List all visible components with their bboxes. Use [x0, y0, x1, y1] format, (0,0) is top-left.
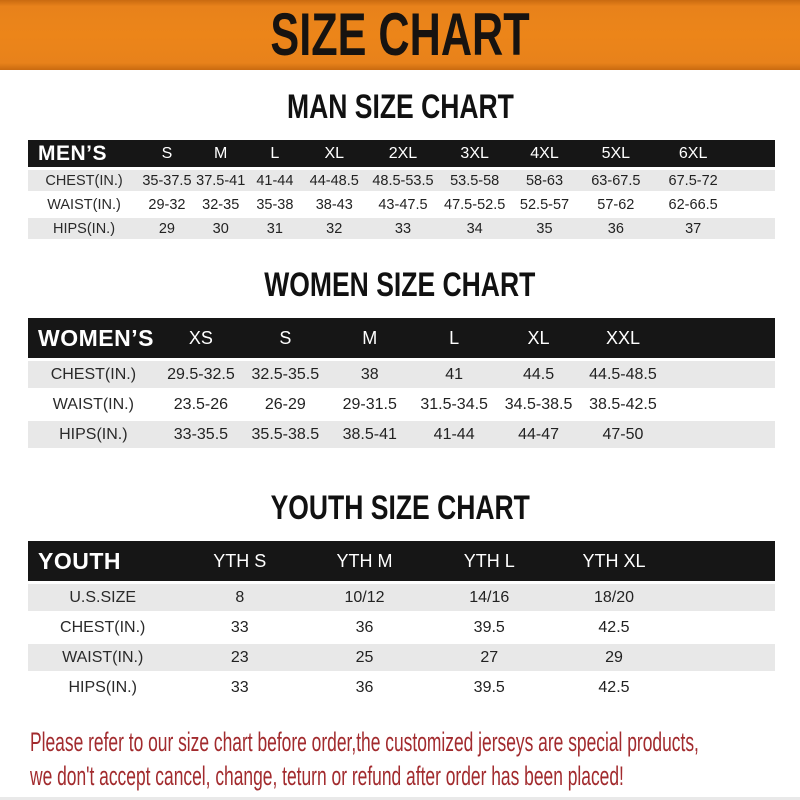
row-label: WAIST(IN.): [28, 194, 140, 218]
section-men: [0, 90, 800, 242]
table-cell: 35.5-38.5: [243, 421, 327, 451]
youth-col-header: YTH XL: [552, 541, 677, 584]
table-cell: 34: [440, 218, 510, 242]
table-cell: 41-44: [412, 421, 496, 451]
table-cell: 32-35: [194, 194, 248, 218]
table-cell: 14/16: [427, 584, 552, 614]
filler-cell: [734, 218, 775, 242]
men-col-header: 3XL: [440, 140, 510, 170]
youth-size-table: [28, 541, 775, 704]
table-cell: 43-47.5: [366, 194, 439, 218]
men-header-row: [28, 140, 775, 170]
table-cell: 35: [510, 218, 579, 242]
women-waist-row: [28, 391, 775, 421]
filler-cell: [665, 361, 775, 391]
row-label: CHEST(IN.): [28, 361, 159, 391]
table-cell: 38.5-41: [328, 421, 412, 451]
filler-header-cell: [665, 318, 775, 361]
table-cell: 33: [177, 674, 302, 704]
men-section-title: [0, 90, 800, 124]
table-cell: 29: [552, 644, 677, 674]
table-cell: 10/12: [302, 584, 427, 614]
table-cell: 29-32: [140, 194, 194, 218]
table-cell: 31.5-34.5: [412, 391, 496, 421]
footnote: [30, 728, 800, 790]
youth-col-header: YTH M: [302, 541, 427, 584]
men-chest-row: [28, 170, 775, 194]
youth-header-row: [28, 541, 775, 584]
women-header-label: WOMEN’S: [28, 318, 159, 361]
men-col-header: 6XL: [652, 140, 733, 170]
women-header-row: [28, 318, 775, 361]
filler-cell: [665, 391, 775, 421]
men-col-header: 2XL: [366, 140, 439, 170]
banner-title: SIZE CHART: [270, 1, 530, 68]
table-cell: 41: [412, 361, 496, 391]
men-section-title-text: MAN SIZE CHART: [286, 88, 514, 126]
table-cell: 63-67.5: [579, 170, 652, 194]
row-label: CHEST(IN.): [28, 170, 140, 194]
table-cell: 67.5-72: [652, 170, 733, 194]
youth-col-header: YTH S: [177, 541, 302, 584]
section-women: [0, 268, 800, 451]
table-cell: 44.5: [496, 361, 580, 391]
table-cell: 33: [177, 614, 302, 644]
table-cell: 53.5-58: [440, 170, 510, 194]
table-cell: 44-47: [496, 421, 580, 451]
table-cell: 38-43: [302, 194, 366, 218]
table-cell: 36: [302, 614, 427, 644]
row-label: HIPS(IN.): [28, 218, 140, 242]
footnote-line-1: Please refer to our size chart before order,the customized jerseys are special products,: [30, 727, 699, 757]
banner: [0, 0, 800, 70]
youth-section-title: [0, 491, 800, 525]
men-col-header: 5XL: [579, 140, 652, 170]
men-waist-row: [28, 194, 775, 218]
table-cell: 52.5-57: [510, 194, 579, 218]
youth-ussize-row: [28, 584, 775, 614]
row-label: WAIST(IN.): [28, 644, 177, 674]
section-youth: [0, 491, 800, 704]
footnote-line-2: we don't accept cancel, change, teturn or refund after order has been placed!: [30, 760, 624, 791]
table-cell: 23: [177, 644, 302, 674]
table-cell: 29: [140, 218, 194, 242]
table-cell: 57-62: [579, 194, 652, 218]
men-hips-row: [28, 218, 775, 242]
table-cell: 36: [579, 218, 652, 242]
table-cell: 44-48.5: [302, 170, 366, 194]
table-cell: 42.5: [552, 674, 677, 704]
row-label: CHEST(IN.): [28, 614, 177, 644]
men-col-header: M: [194, 140, 248, 170]
youth-header-label: YOUTH: [28, 541, 177, 584]
filler-cell: [734, 194, 775, 218]
filler-header-cell: [734, 140, 775, 170]
table-cell: 32.5-35.5: [243, 361, 327, 391]
table-cell: 38: [328, 361, 412, 391]
table-cell: 33-35.5: [159, 421, 243, 451]
table-cell: 32: [302, 218, 366, 242]
men-header-label: MEN’S: [28, 140, 140, 170]
table-cell: 35-38: [248, 194, 303, 218]
women-col-header: XL: [496, 318, 580, 361]
women-section-title: [0, 268, 800, 302]
women-hips-row: [28, 421, 775, 451]
row-label: HIPS(IN.): [28, 421, 159, 451]
women-col-header: L: [412, 318, 496, 361]
table-cell: 26-29: [243, 391, 327, 421]
men-col-header: XL: [302, 140, 366, 170]
table-cell: 29-31.5: [328, 391, 412, 421]
table-cell: 62-66.5: [652, 194, 733, 218]
table-cell: 34.5-38.5: [496, 391, 580, 421]
table-cell: 31: [248, 218, 303, 242]
women-section-title-text: WOMEN SIZE CHART: [264, 266, 536, 304]
table-cell: 39.5: [427, 674, 552, 704]
table-cell: 42.5: [552, 614, 677, 644]
women-col-header: M: [328, 318, 412, 361]
filler-cell: [676, 614, 775, 644]
table-cell: 30: [194, 218, 248, 242]
table-cell: 47.5-52.5: [440, 194, 510, 218]
youth-section-title-text: YOUTH SIZE CHART: [270, 489, 530, 527]
table-cell: 37: [652, 218, 733, 242]
table-cell: 48.5-53.5: [366, 170, 439, 194]
filler-cell: [734, 170, 775, 194]
row-label: U.S.SIZE: [28, 584, 177, 614]
youth-waist-row: [28, 644, 775, 674]
table-cell: 25: [302, 644, 427, 674]
women-size-table: [28, 318, 775, 451]
youth-chest-row: [28, 614, 775, 644]
men-col-header: S: [140, 140, 194, 170]
table-cell: 35-37.5: [140, 170, 194, 194]
filler-cell: [676, 674, 775, 704]
youth-hips-row: [28, 674, 775, 704]
table-cell: 39.5: [427, 614, 552, 644]
filler-cell: [676, 644, 775, 674]
women-chest-row: [28, 361, 775, 391]
table-cell: 44.5-48.5: [581, 361, 665, 391]
filler-header-cell: [676, 541, 775, 584]
row-label: HIPS(IN.): [28, 674, 177, 704]
row-label: WAIST(IN.): [28, 391, 159, 421]
table-cell: 37.5-41: [194, 170, 248, 194]
men-size-table: [28, 140, 775, 242]
men-col-header: L: [248, 140, 303, 170]
table-cell: 27: [427, 644, 552, 674]
table-cell: 23.5-26: [159, 391, 243, 421]
table-cell: 18/20: [552, 584, 677, 614]
youth-col-header: YTH L: [427, 541, 552, 584]
table-cell: 29.5-32.5: [159, 361, 243, 391]
table-cell: 58-63: [510, 170, 579, 194]
women-col-header: XS: [159, 318, 243, 361]
table-cell: 33: [366, 218, 439, 242]
filler-cell: [665, 421, 775, 451]
filler-cell: [676, 584, 775, 614]
table-cell: 47-50: [581, 421, 665, 451]
table-cell: 36: [302, 674, 427, 704]
table-cell: 8: [177, 584, 302, 614]
men-col-header: 4XL: [510, 140, 579, 170]
women-col-header: S: [243, 318, 327, 361]
women-col-header: XXL: [581, 318, 665, 361]
table-cell: 38.5-42.5: [581, 391, 665, 421]
table-cell: 41-44: [248, 170, 303, 194]
